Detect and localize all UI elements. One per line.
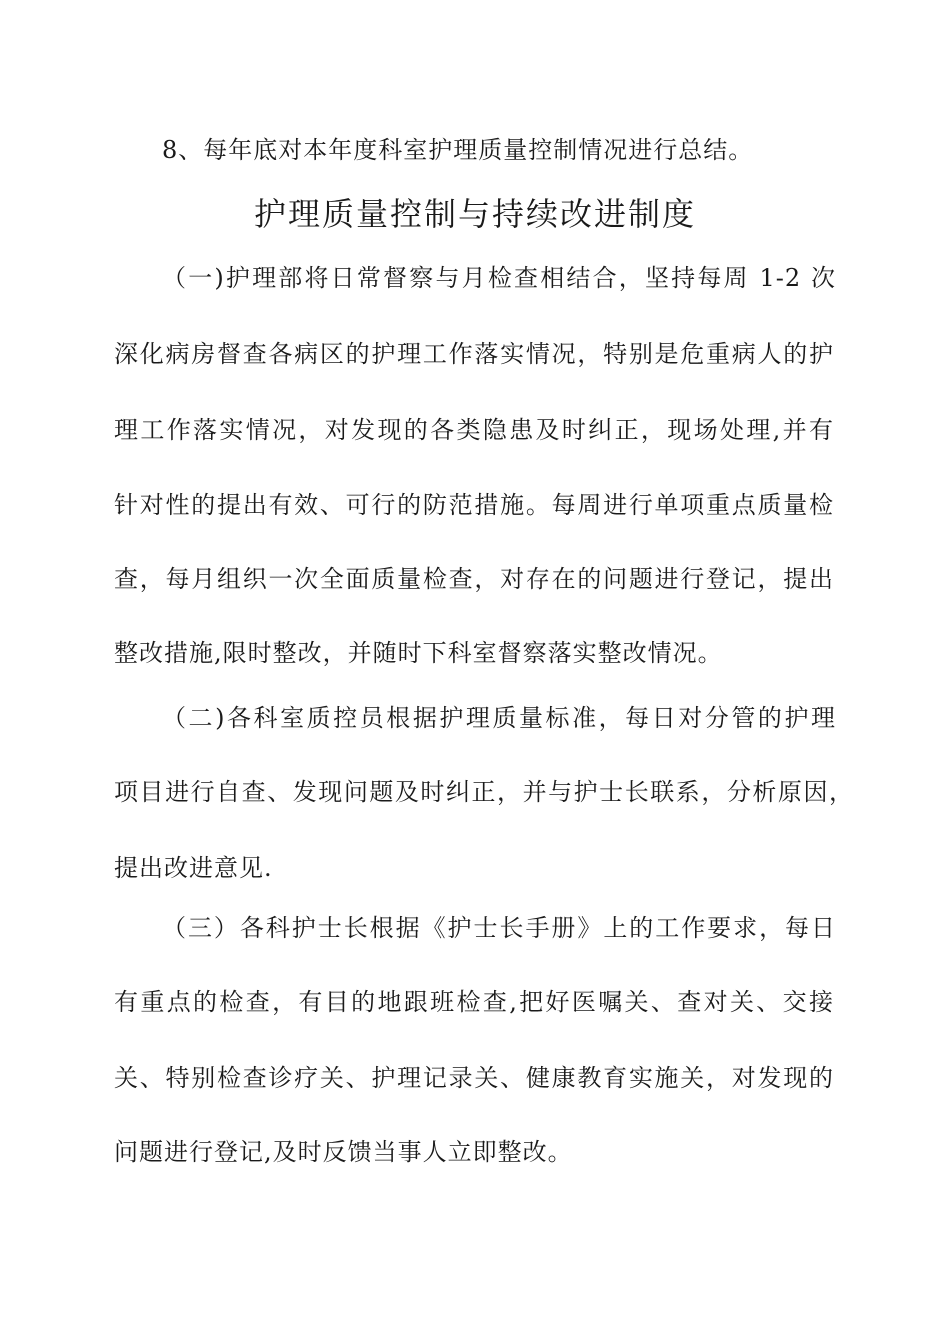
paragraph-line: 深化病房督查各病区的护理工作落实情况，特别是危重病人的护 [114, 340, 834, 368]
paragraph-line: 关、特别检查诊疗关、护理记录关、健康教育实施关，对发现的 [114, 1064, 834, 1092]
paragraph-line: （一)护理部将日常督察与月检查相结合，坚持每周 1-2 次 [162, 264, 836, 292]
paragraph-line: 有重点的检查，有目的地跟班检查,把好医嘱关、查对关、交接 [114, 988, 834, 1016]
paragraph-line: 提出改进意见. [114, 854, 273, 882]
paragraph-line: （三）各科护士长根据《护士长手册》上的工作要求，每日 [162, 914, 836, 942]
paragraph-line: （二)各科室质控员根据护理质量标准，每日对分管的护理 [162, 704, 836, 732]
paragraph-line: 查，每月组织一次全面质量检查，对存在的问题进行登记，提出 [114, 565, 834, 593]
paragraph-line: 项目进行自查、发现问题及时纠正，并与护士长联系，分析原因， [114, 778, 854, 806]
paragraph-line: 问题进行登记,及时反馈当事人立即整改。 [114, 1138, 573, 1166]
paragraph-line: 理工作落实情况，对发现的各类隐患及时纠正，现场处理,并有 [114, 416, 834, 444]
document-title: 护理质量控制与持续改进制度 [253, 195, 696, 233]
paragraph-line: 整改措施,限时整改，并随时下科室督察落实整改情况。 [114, 639, 723, 667]
intro-line: 8、每年底对本年度科室护理质量控制情况进行总结。 [162, 136, 754, 164]
paragraph-line: 针对性的提出有效、可行的防范措施。每周进行单项重点质量检 [114, 491, 834, 519]
